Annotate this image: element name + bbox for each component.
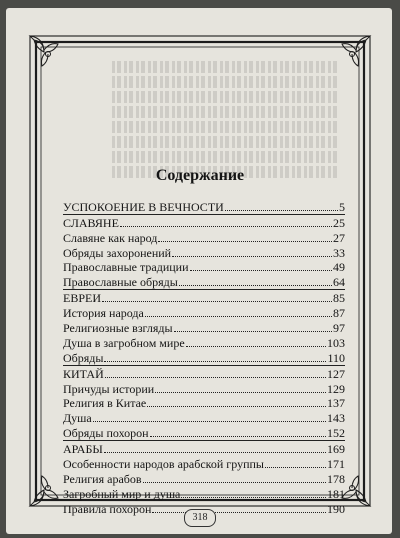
- toc-entry-title: Славяне как народ: [63, 230, 158, 245]
- dot-leader: [104, 361, 326, 362]
- dot-leader: [174, 331, 332, 332]
- toc-entry-row: [63, 230, 345, 245]
- toc-entry-row: [63, 305, 345, 320]
- page-number: 318: [184, 509, 216, 527]
- toc-entry-row: [63, 396, 345, 411]
- dot-leader: [104, 452, 326, 453]
- toc-entry-title: Душа: [63, 411, 92, 426]
- toc-entry-page: 181: [327, 486, 345, 501]
- dot-leader: [93, 421, 326, 422]
- corner-ornament-bottom-right: [342, 476, 370, 506]
- toc-entry-page: 127: [327, 366, 345, 381]
- toc-entry-row: [63, 245, 345, 260]
- dot-leader: [120, 226, 332, 227]
- toc-entry-page: 27: [333, 230, 345, 245]
- toc-entry-page: 169: [327, 442, 345, 457]
- corner-ornament-bottom-left: [30, 476, 58, 506]
- table-of-contents: [63, 199, 345, 516]
- toc-entry-page: 49: [333, 260, 345, 275]
- toc-entry-page: 143: [327, 411, 345, 426]
- toc-entry-page: 64: [333, 275, 345, 290]
- corner-ornament-top-left: [30, 36, 58, 66]
- toc-entry-title: Религия арабов: [63, 471, 142, 486]
- toc-entry-title: История народа: [63, 306, 144, 321]
- toc-entry-title: Православные традиции: [63, 260, 189, 275]
- dot-leader: [190, 270, 332, 271]
- toc-entry-page: 171: [327, 457, 345, 472]
- toc-entry-row: [63, 425, 345, 440]
- toc-entry-page: 97: [333, 321, 345, 336]
- toc-entry-title: Особенности народов арабской группы: [63, 457, 264, 472]
- toc-entry-title: Обряды захоронений: [63, 245, 172, 260]
- dot-leader: [225, 210, 338, 211]
- toc-entry-row: [63, 350, 345, 365]
- toc-entry-row: [63, 410, 345, 425]
- toc-entry-title: Обряды: [63, 350, 104, 365]
- toc-entry-title: ЕВРЕИ: [63, 291, 102, 306]
- toc-entry-title: КИТАЙ: [63, 366, 104, 381]
- toc-entry-row: [63, 335, 345, 350]
- toc-entry-title: Загробный мир и душа: [63, 486, 181, 501]
- toc-entry-title: Религия в Китае: [63, 396, 147, 411]
- toc-entry-page: 178: [327, 471, 345, 486]
- dot-leader: [172, 256, 332, 257]
- page-title: Содержание: [155, 167, 245, 184]
- toc-entry-title: Православные обряды: [63, 275, 178, 290]
- toc-entry-title: Правила похорон: [63, 501, 152, 516]
- dot-leader: [150, 436, 326, 437]
- toc-section-row: [63, 440, 345, 456]
- dot-leader: [155, 392, 326, 393]
- toc-entry-row: [63, 320, 345, 335]
- toc-section-row: [63, 365, 345, 381]
- toc-entry-title: СЛАВЯНЕ: [63, 215, 119, 230]
- toc-entry-row: [63, 456, 345, 471]
- toc-entry-title: УСПОКОЕНИЕ В ВЕЧНОСТИ: [63, 199, 224, 214]
- dot-leader: [158, 241, 332, 242]
- dot-leader: [145, 316, 332, 317]
- toc-entry-page: 33: [333, 245, 345, 260]
- toc-entry-row: [63, 471, 345, 486]
- dot-leader: [147, 406, 326, 407]
- toc-entry-page: 152: [327, 426, 345, 441]
- toc-entry-page: 190: [327, 501, 345, 516]
- toc-entry-row: [63, 260, 345, 275]
- dot-leader: [152, 512, 326, 513]
- toc-entry-row: [63, 381, 345, 396]
- toc-section-row: [63, 214, 345, 230]
- toc-entry-title: Обряды похорон: [63, 426, 149, 441]
- toc-entry-page: 25: [333, 215, 345, 230]
- dot-leader: [105, 377, 326, 378]
- toc-section-row: [63, 199, 345, 214]
- dot-leader: [179, 285, 332, 286]
- toc-entry-page: 137: [327, 396, 345, 411]
- toc-entry-title: Религиозные взгляды: [63, 321, 173, 336]
- toc-entry-page: 5: [339, 199, 345, 214]
- dot-leader: [102, 301, 332, 302]
- toc-entry-title: Душа в загробном мире: [63, 335, 185, 350]
- toc-entry-row: [63, 274, 345, 289]
- toc-section-row: [63, 289, 345, 305]
- toc-entry-title: АРАБЫ: [63, 442, 103, 457]
- dot-leader: [265, 467, 326, 468]
- toc-entry-page: 103: [327, 335, 345, 350]
- dot-leader: [143, 482, 326, 483]
- toc-entry-page: 129: [327, 381, 345, 396]
- toc-entry-row: [63, 486, 345, 501]
- toc-entry-page: 110: [327, 350, 345, 365]
- toc-entry-title: Причуды истории: [63, 381, 155, 396]
- toc-entry-page: 87: [333, 306, 345, 321]
- toc-entry-page: 85: [333, 291, 345, 306]
- dot-leader: [186, 346, 326, 347]
- dot-leader: [181, 497, 326, 498]
- corner-ornament-top-right: [342, 36, 370, 66]
